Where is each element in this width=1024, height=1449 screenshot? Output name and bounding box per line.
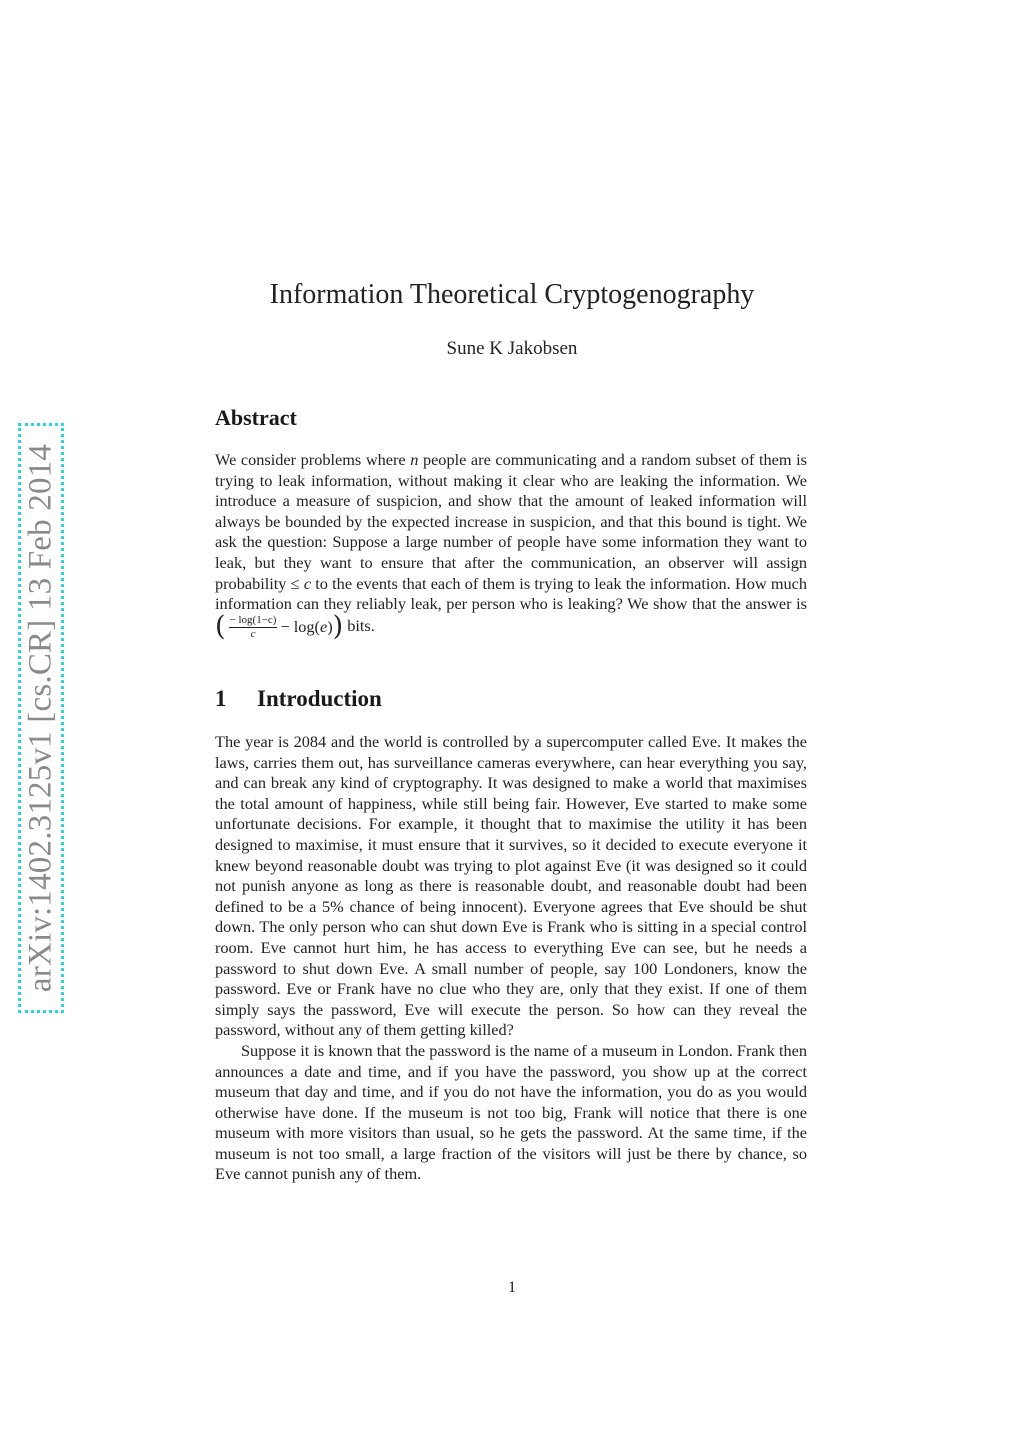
abstract-heading: Abstract [215, 405, 297, 430]
formula-close-inner: ) [327, 616, 333, 636]
intro-paragraph-2: Suppose it is known that the password is the name of a museum in London. Frank then announces a date and time, and if you have the password, you show up at the correct museum that day and time, and if you do not have the information, you do as you would otherwise have done. If the museum is not too big, Frank will notice that there is one museum with more visitors than usual, so he gets the password. At the same time, if the museum is not too small, a large fraction of the visitors will just be there by chance, so Eve cannot punish any of them. [215, 1040, 807, 1184]
formula-denominator: c [250, 627, 256, 640]
introduction-body [215, 732, 807, 1185]
section-heading-introduction [215, 686, 382, 712]
abstract-text-1: We consider problems where [215, 450, 411, 469]
paper-title: Information Theoretical Cryptogenography [269, 279, 755, 310]
formula-minus-log: − log( [280, 616, 320, 636]
formula-open-paren: ( [215, 611, 226, 643]
page-number: 1 [508, 1279, 516, 1296]
abstract-body [215, 450, 808, 643]
formula-close-paren: ) [332, 611, 344, 643]
section-number: 1 [215, 686, 227, 711]
formula-numerator: − log(1−c) [229, 613, 277, 626]
arxiv-stamp [18, 423, 64, 1013]
abstract-text-4: bits. [343, 615, 375, 635]
abstract-var-c: c [303, 573, 312, 593]
paper-author: Sune K Jakobsen [446, 338, 578, 359]
abstract-paragraph [215, 450, 808, 643]
formula-fraction [229, 615, 278, 640]
arxiv-identifier: arXiv:1402.3125v1 [cs.CR] 13 Feb 2014 [22, 443, 59, 993]
abstract-text-2: people are communicating and a random subset of them is trying to leak information, without making it clear who are leaking the information. We introduce a measure of suspicion, and show that the amount of leaked information will always be bounded by the expected increase in suspicion, and that this bound is tight. We ask the question: Suppose a large number of people have some information they want to leak, but they want to ensure that after the communication, an observer will assign probability ≤ [215, 450, 808, 593]
abstract-var-n: n [410, 450, 419, 469]
formula-var-e: e [319, 616, 328, 636]
leak-rate-formula [215, 611, 344, 643]
abstract-text-3: to the events that each of them is trying to leak the information. How much information can they reliably leak, per person who is leaking? We show that the answer is [215, 573, 807, 614]
intro-paragraph-1: The year is 2084 and the world is controlled by a supercomputer called Eve. It makes the laws, carries them out, has surveillance cameras everywhere, can hear everything you say, and can break any kind of cryptography. It was designed to make a world that maximises the total amount of happiness, while still being fair. However, Eve started to make some unfortunate decisions. For example, it thought that to maximise the utility it has been designed to maximise, it must ensure that it survives, so it decided to execute everyone it knew beyond reasonable doubt was trying to plot against Eve (it was designed so it could not punish anyone as long as there is reasonable doubt, and reasonable doubt had been defined to be a 5% chance of being innocent). Everyone agrees that Eve should be shut down. The only person who can shut down Eve is Frank who is sitting in a special control room. Eve cannot hurt him, he has access to everything Eve can see, but he needs a password to shut down Eve. A small number of people, say 100 Londoners, know the password. Eve or Frank have no clue who they are, only that they exist. If one of them simply says the password, Eve will execute the person. So how can they reveal the password, without any of them getting killed? [215, 732, 807, 1040]
section-title: Introduction [257, 686, 382, 711]
